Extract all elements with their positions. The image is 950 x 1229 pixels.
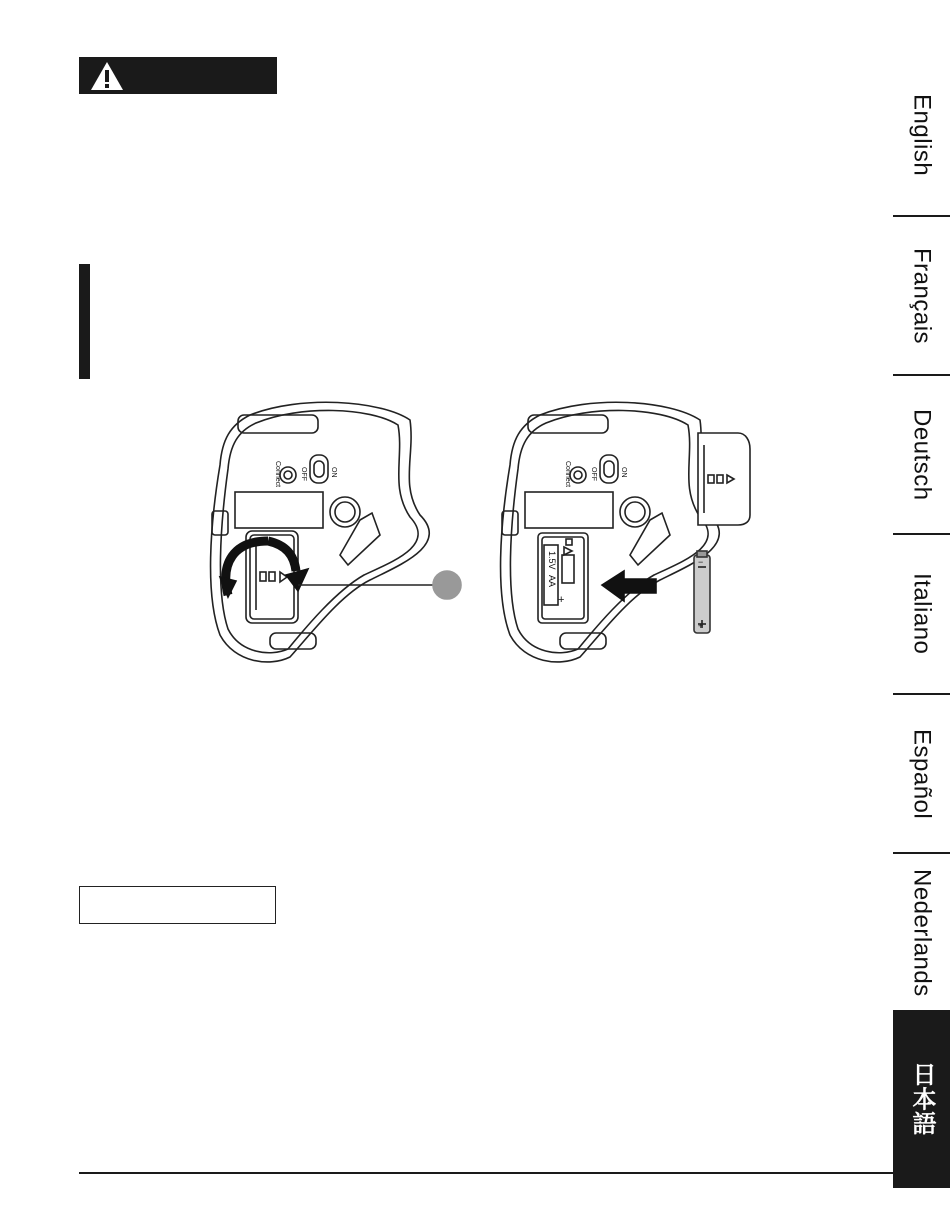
language-tabs bbox=[890, 56, 950, 1188]
note-label-box bbox=[79, 886, 276, 924]
warning-triangle-icon bbox=[89, 60, 125, 92]
lang-tab-label: Español bbox=[908, 728, 936, 820]
battery-plus-label: + bbox=[558, 594, 565, 606]
lang-tab-label: Italiano bbox=[908, 573, 936, 655]
battery-cover bbox=[698, 433, 750, 525]
bottom-rule bbox=[79, 1172, 950, 1174]
section-marker-bar bbox=[79, 264, 90, 379]
aa-battery-plus: + bbox=[698, 621, 704, 631]
lang-tab-francais[interactable] bbox=[893, 217, 950, 375]
lang-tab-deutsch[interactable] bbox=[893, 376, 950, 534]
lang-tab-italiano[interactable] bbox=[893, 535, 950, 693]
switch-off-label: OFF bbox=[300, 467, 307, 481]
lang-tab-label: 日本語 bbox=[908, 1062, 935, 1136]
mouse-bottom-2 bbox=[501, 402, 720, 662]
lang-tab-label: English bbox=[908, 93, 936, 177]
lang-tab-label: Nederlands bbox=[908, 869, 936, 997]
battery-voltage-label: 1.5V bbox=[547, 551, 557, 570]
lang-tab-english[interactable] bbox=[893, 56, 950, 214]
lang-tab-espanol[interactable] bbox=[893, 695, 950, 853]
switch-on-label: ON bbox=[330, 467, 337, 478]
switch-on-label-2: ON bbox=[620, 467, 627, 478]
lang-tab-nederlands[interactable] bbox=[893, 854, 950, 1012]
mouse-bottom-1 bbox=[211, 402, 430, 662]
battery-install-illustration bbox=[190, 395, 770, 675]
battery-install-figure bbox=[190, 395, 770, 675]
lang-tab-japanese[interactable] bbox=[893, 1010, 950, 1188]
connect-label: Connect bbox=[274, 461, 281, 488]
switch-off-label-2: OFF bbox=[590, 467, 597, 481]
battery-size-label: AA bbox=[547, 575, 557, 588]
lang-tab-label: Deutsch bbox=[908, 409, 936, 501]
lang-tab-label: Français bbox=[908, 247, 936, 345]
aa-battery-minus: − bbox=[698, 557, 704, 567]
warning-label bbox=[79, 57, 277, 94]
connect-label-2: Connect bbox=[564, 461, 571, 488]
